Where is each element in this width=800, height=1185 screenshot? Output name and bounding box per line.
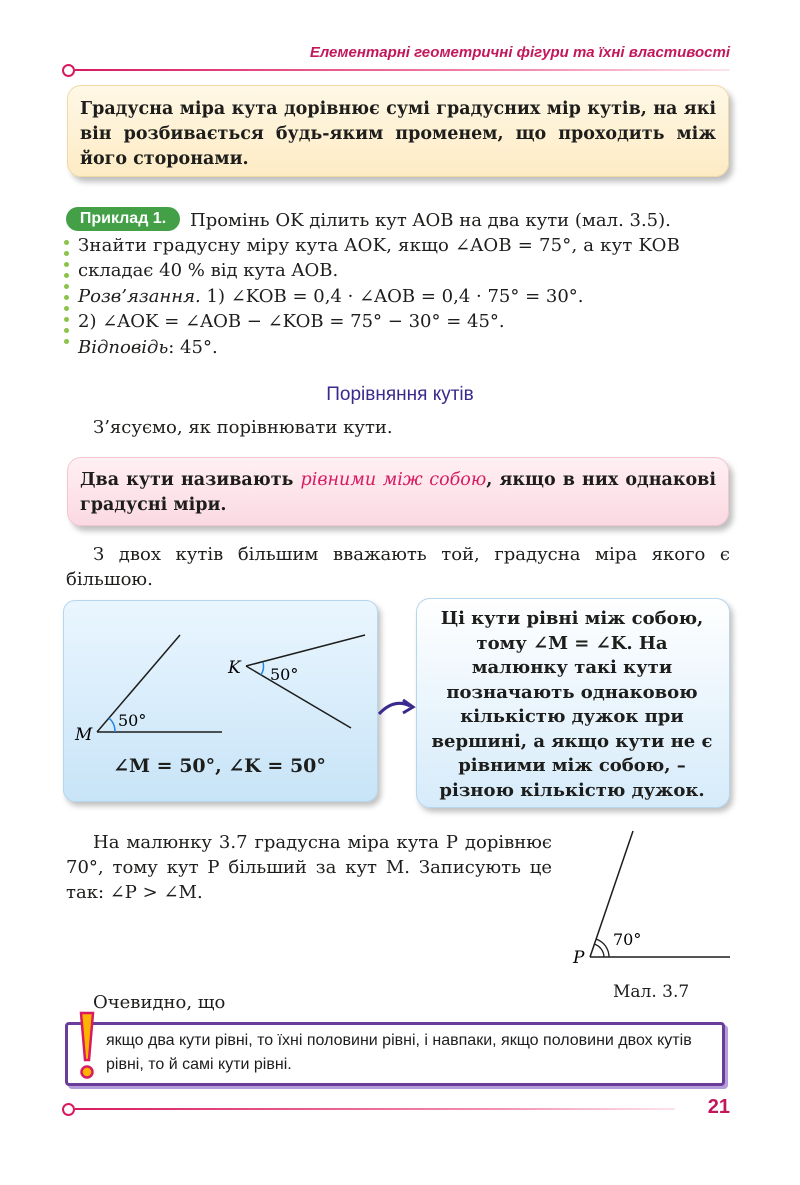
exclamation-icon [72,1008,102,1088]
example-dots [64,240,70,350]
angle-k-label: 50° [270,665,299,684]
header-rule-dot [62,64,75,77]
example-line-1: Промінь OK ділить кут AOB на два кути (мал. 3.5). [190,210,671,231]
vertex-k-label: K [228,658,241,678]
footer-rule-dot [62,1103,75,1116]
angle-m-label: 50° [118,711,147,730]
figure-3-7 [565,828,740,973]
example-badge: Приклад 1. [66,207,180,231]
vertex-m-label: M [75,725,93,745]
answer-label: Відповідь [78,337,169,358]
greater-definition-text: З двох кутів більшим вважають той, градусна міра якого є більшою. [66,544,730,590]
comparison-text: На малюнку 3.7 градусна міра кута P дорівнює 70°, тому кут P більший за кут M. Записують це так: ∠P > ∠M. [66,832,552,903]
header-rule [75,69,730,71]
answer-value: : 45°. [168,337,218,358]
solution-label: Розв’язання. [78,286,201,307]
angle-p-label: 70° [613,930,642,949]
solution-step-1: 1) ∠KOB = 0,4 · ∠AOB = 0,4 · 75° = 30°. [206,286,584,307]
remark-text: якщо два кути рівні, то їхні половини рівні, і навпаки, якщо половини двох кутів рівні, то й самі кути рівні. [106,1032,692,1073]
obviously-text: Очевидно, що [93,992,226,1013]
definition-sum-text: Градусна міра кута дорівнює сумі градусних мір кутів, на які він розбивається будь-яким променем, що проходить між його сторонами. [80,99,716,169]
equal-definition-text: Два кути називають рівними між собою, якщо в них однакові градусні міри. [80,470,716,515]
section-title: Порівняння кутів [326,384,474,405]
page-number: 21 [707,1096,730,1118]
note-text: Ці кути рівні між собою, тому ∠M = ∠K. На малюнку такі кути позначають однаковою кількістю дужок при вершині, а якщо кути не є рівними між собою, – різною кількістю дужок. [431,608,713,801]
running-header: Елементарні геометричні фігури та їхні властивості [309,44,730,61]
vertex-p-label: P [573,948,585,968]
section-intro: З’ясуємо, як порівнювати кути. [93,417,393,438]
arrow-icon [376,694,418,720]
answer-line [78,335,218,360]
solution-step-2: 2) ∠AOK = ∠AOB − ∠KOB = 75° − 30° = 45°. [78,311,505,332]
example-line-2: Знайти градусну міру кута AOK, якщо ∠AOB = 75°, а кут KOB [78,235,681,256]
solution-line [78,284,584,309]
example-line-3: складає 40 % від кута AOB. [78,260,339,281]
equal-definition-emphasis: рівними між собою [300,470,487,490]
figure-caption: Мал. 3.7 [613,982,690,1002]
footer-rule [75,1108,675,1110]
equal-angles-caption: ∠M = 50°, ∠K = 50° [113,755,326,777]
